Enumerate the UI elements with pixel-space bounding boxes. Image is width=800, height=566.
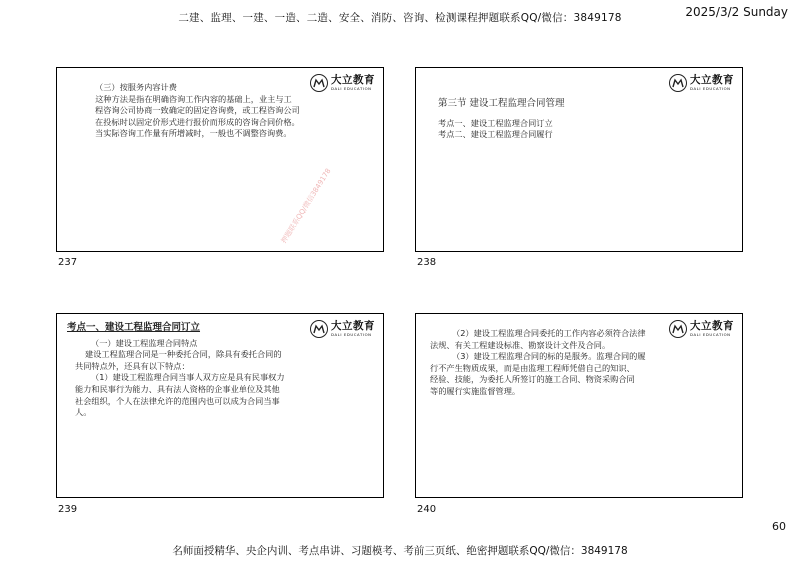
slide-line: 考点二、建设工程监理合同履行 [438, 129, 553, 140]
dali-logo-icon [669, 74, 687, 92]
slide-number: 237 [58, 257, 78, 268]
page-footer: 名师面授精华、央企内训、考点串讲、习题模考、考前三页纸、绝密押题联系QQ/微信：3849178 [172, 545, 628, 557]
logo-en: DALI EDUCATION [331, 85, 372, 91]
page-number: 60 [772, 520, 786, 533]
logo-cn: 大立教育 [690, 320, 734, 333]
slide-title: 考点一、建设工程监理合同订立 [67, 322, 201, 333]
date-label: 2025/3/2 Sunday [685, 5, 788, 19]
slide-line: 能力和民事行为能力、具有法人资格的企事业单位及其他 [75, 383, 280, 394]
slide-line: 当实际咨询工作量有所增减时，一般也不调整咨询费。 [95, 128, 292, 139]
slide-number: 239 [58, 504, 78, 515]
slide-line: 建设工程监理合同是一种委托合同，除具有委托合同的 [85, 349, 282, 360]
slide-line: （3）建设工程监理合同的标的是服务。监理合同的履 [452, 351, 646, 362]
slide-line: （三）按服务内容计费 [95, 82, 177, 92]
slide-line: 共同特点外，还具有以下特点： [75, 360, 190, 371]
logo-en: DALI EDUCATION [690, 331, 731, 337]
slide-body [67, 322, 317, 419]
slide-body [430, 328, 680, 398]
page-header: 二建、监理、一建、一造、二造、安全、消防、咨询、检测课程押题联系QQ/微信：3849178 [178, 12, 622, 24]
slide-number: 240 [417, 504, 437, 515]
logo-cn: 大立教育 [331, 74, 375, 87]
logo [310, 320, 375, 338]
slide-line: （2）建设工程监理合同委托的工作内容必须符合法律 [452, 328, 646, 338]
slide-239 [56, 313, 384, 498]
slide-line: 法规、有关工程建设标准、勘察设计文件及合同。 [430, 339, 611, 350]
slide-line: （一）建设工程监理合同特点 [91, 337, 198, 348]
logo-cn: 大立教育 [690, 74, 734, 87]
logo-cn: 大立教育 [331, 320, 375, 333]
slide-line: 等的履行实施监督管理。 [430, 385, 521, 396]
slide-238 [415, 67, 743, 252]
slide-body [87, 82, 327, 140]
slide-240 [415, 313, 743, 498]
slide-237 [56, 67, 384, 252]
slide-line: 人。 [75, 407, 92, 418]
logo [669, 74, 734, 92]
watermark: 押题联系QQ/微信3849178 [279, 167, 333, 245]
slide-line: 经验、技能，为委托人所签订的施工合同、物资采购合同 [430, 374, 635, 385]
slide-line: 这种方法是指在明确咨询工作内容的基础上，业主与工 [95, 93, 292, 104]
logo-en: DALI EDUCATION [690, 85, 731, 91]
slide-line: 社会组织，个人在法律允许的范围内也可以成为合同当事 [75, 395, 280, 406]
slide-line: （1）建设工程监理合同当事人双方应是具有民事权力 [91, 372, 285, 383]
slide-line: 程咨询公司协商一致确定的固定咨询费，或工程咨询公司 [95, 105, 300, 116]
slide-line: 考点一、建设工程监理合同订立 [438, 117, 553, 128]
slide-line: 在投标时以固定价形式进行报价而形成的咨询合同价格。 [95, 116, 300, 127]
slide-line: 行不产生物质成果，而是由监理工程师凭借自己的知识、 [430, 362, 635, 373]
slide-body [438, 98, 678, 141]
slide-title: 第三节 建设工程监理合同管理 [438, 98, 565, 109]
logo-en: DALI EDUCATION [331, 331, 372, 337]
slide-number: 238 [417, 257, 437, 268]
